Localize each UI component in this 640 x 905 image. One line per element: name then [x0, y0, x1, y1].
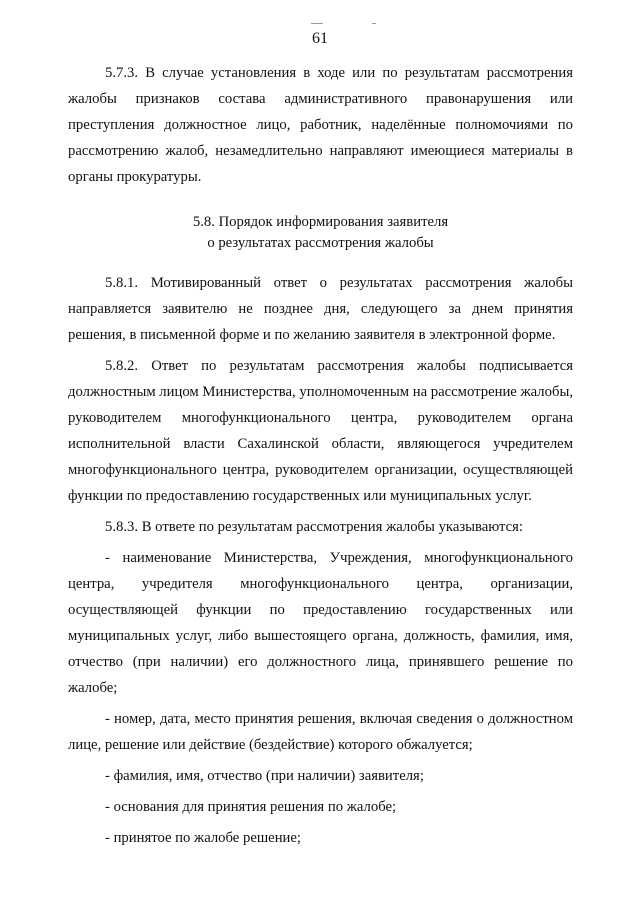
scan-artifact-dot — [372, 23, 376, 24]
paragraph-5-7-3: 5.7.3. В случае установления в ходе или по результатам рассмотрения жалобы признаков состава административного правонарушения или преступления должностное лицо, работник, наделённые полномочиями по рассмотрению жалоб, незамедлительно направляют имеющиеся материалы в органы прокуратуры. — [68, 65, 573, 185]
document-body — [68, 60, 573, 851]
paragraph-5-8-1: 5.8.1. Мотивированный ответ о результатах рассмотрения жалобы направляется заявителю не позднее дня, следующего за днем принятия решения, в письменной форме и по желанию заявителя в электронной форме. — [68, 275, 573, 343]
list-item-applicant-name: - фамилия, имя, отчество (при наличии) заявителя; — [105, 768, 424, 784]
paragraph-5-8-2: 5.8.2. Ответ по результатам рассмотрения жалобы подписывается должностным лицом Министерства, уполномоченным на рассмотрение жалобы, руководителем многофункционального центра, руководителем органа исполнительной власти Сахалинской области, являющегося учредителем многофункционального центра, руководителем организации, осуществляющей функции по предоставлению государственных или муниципальных услуг. — [68, 358, 573, 504]
list-item-decision-taken: - принятое по жалобе решение; — [105, 830, 302, 846]
page-number: 61 — [312, 30, 328, 47]
section-heading-line-2: о результатах рассмотрения жалобы — [207, 235, 434, 251]
scan-artifact-mark — [311, 23, 323, 24]
list-item-name-of-ministry: - наименование Министерства, Учреждения, многофункционального центра, учредителя многофункционального центра, организации, осуществляющей функции по предоставлению государственных или муниципальных услуг, либо вышестоящего органа, должность, фамилия, имя, отчество (при наличии) его должностного лица, принявшего решение по жалобе; — [68, 550, 573, 696]
list-item-decision-number-date: - номер, дата, место принятия решения, включая сведения о должностном лице, решение или действие (бездействие) которого обжалуется; — [68, 711, 573, 753]
list-item-decision-grounds: - основания для принятия решения по жалобе; — [105, 799, 397, 815]
section-heading-line-1: 5.8. Порядок информирования заявителя — [192, 214, 449, 230]
section-heading-5-8 — [68, 212, 573, 254]
paragraph-5-8-3: 5.8.3. В ответе по результатам рассмотрения жалобы указываются: — [105, 519, 524, 535]
